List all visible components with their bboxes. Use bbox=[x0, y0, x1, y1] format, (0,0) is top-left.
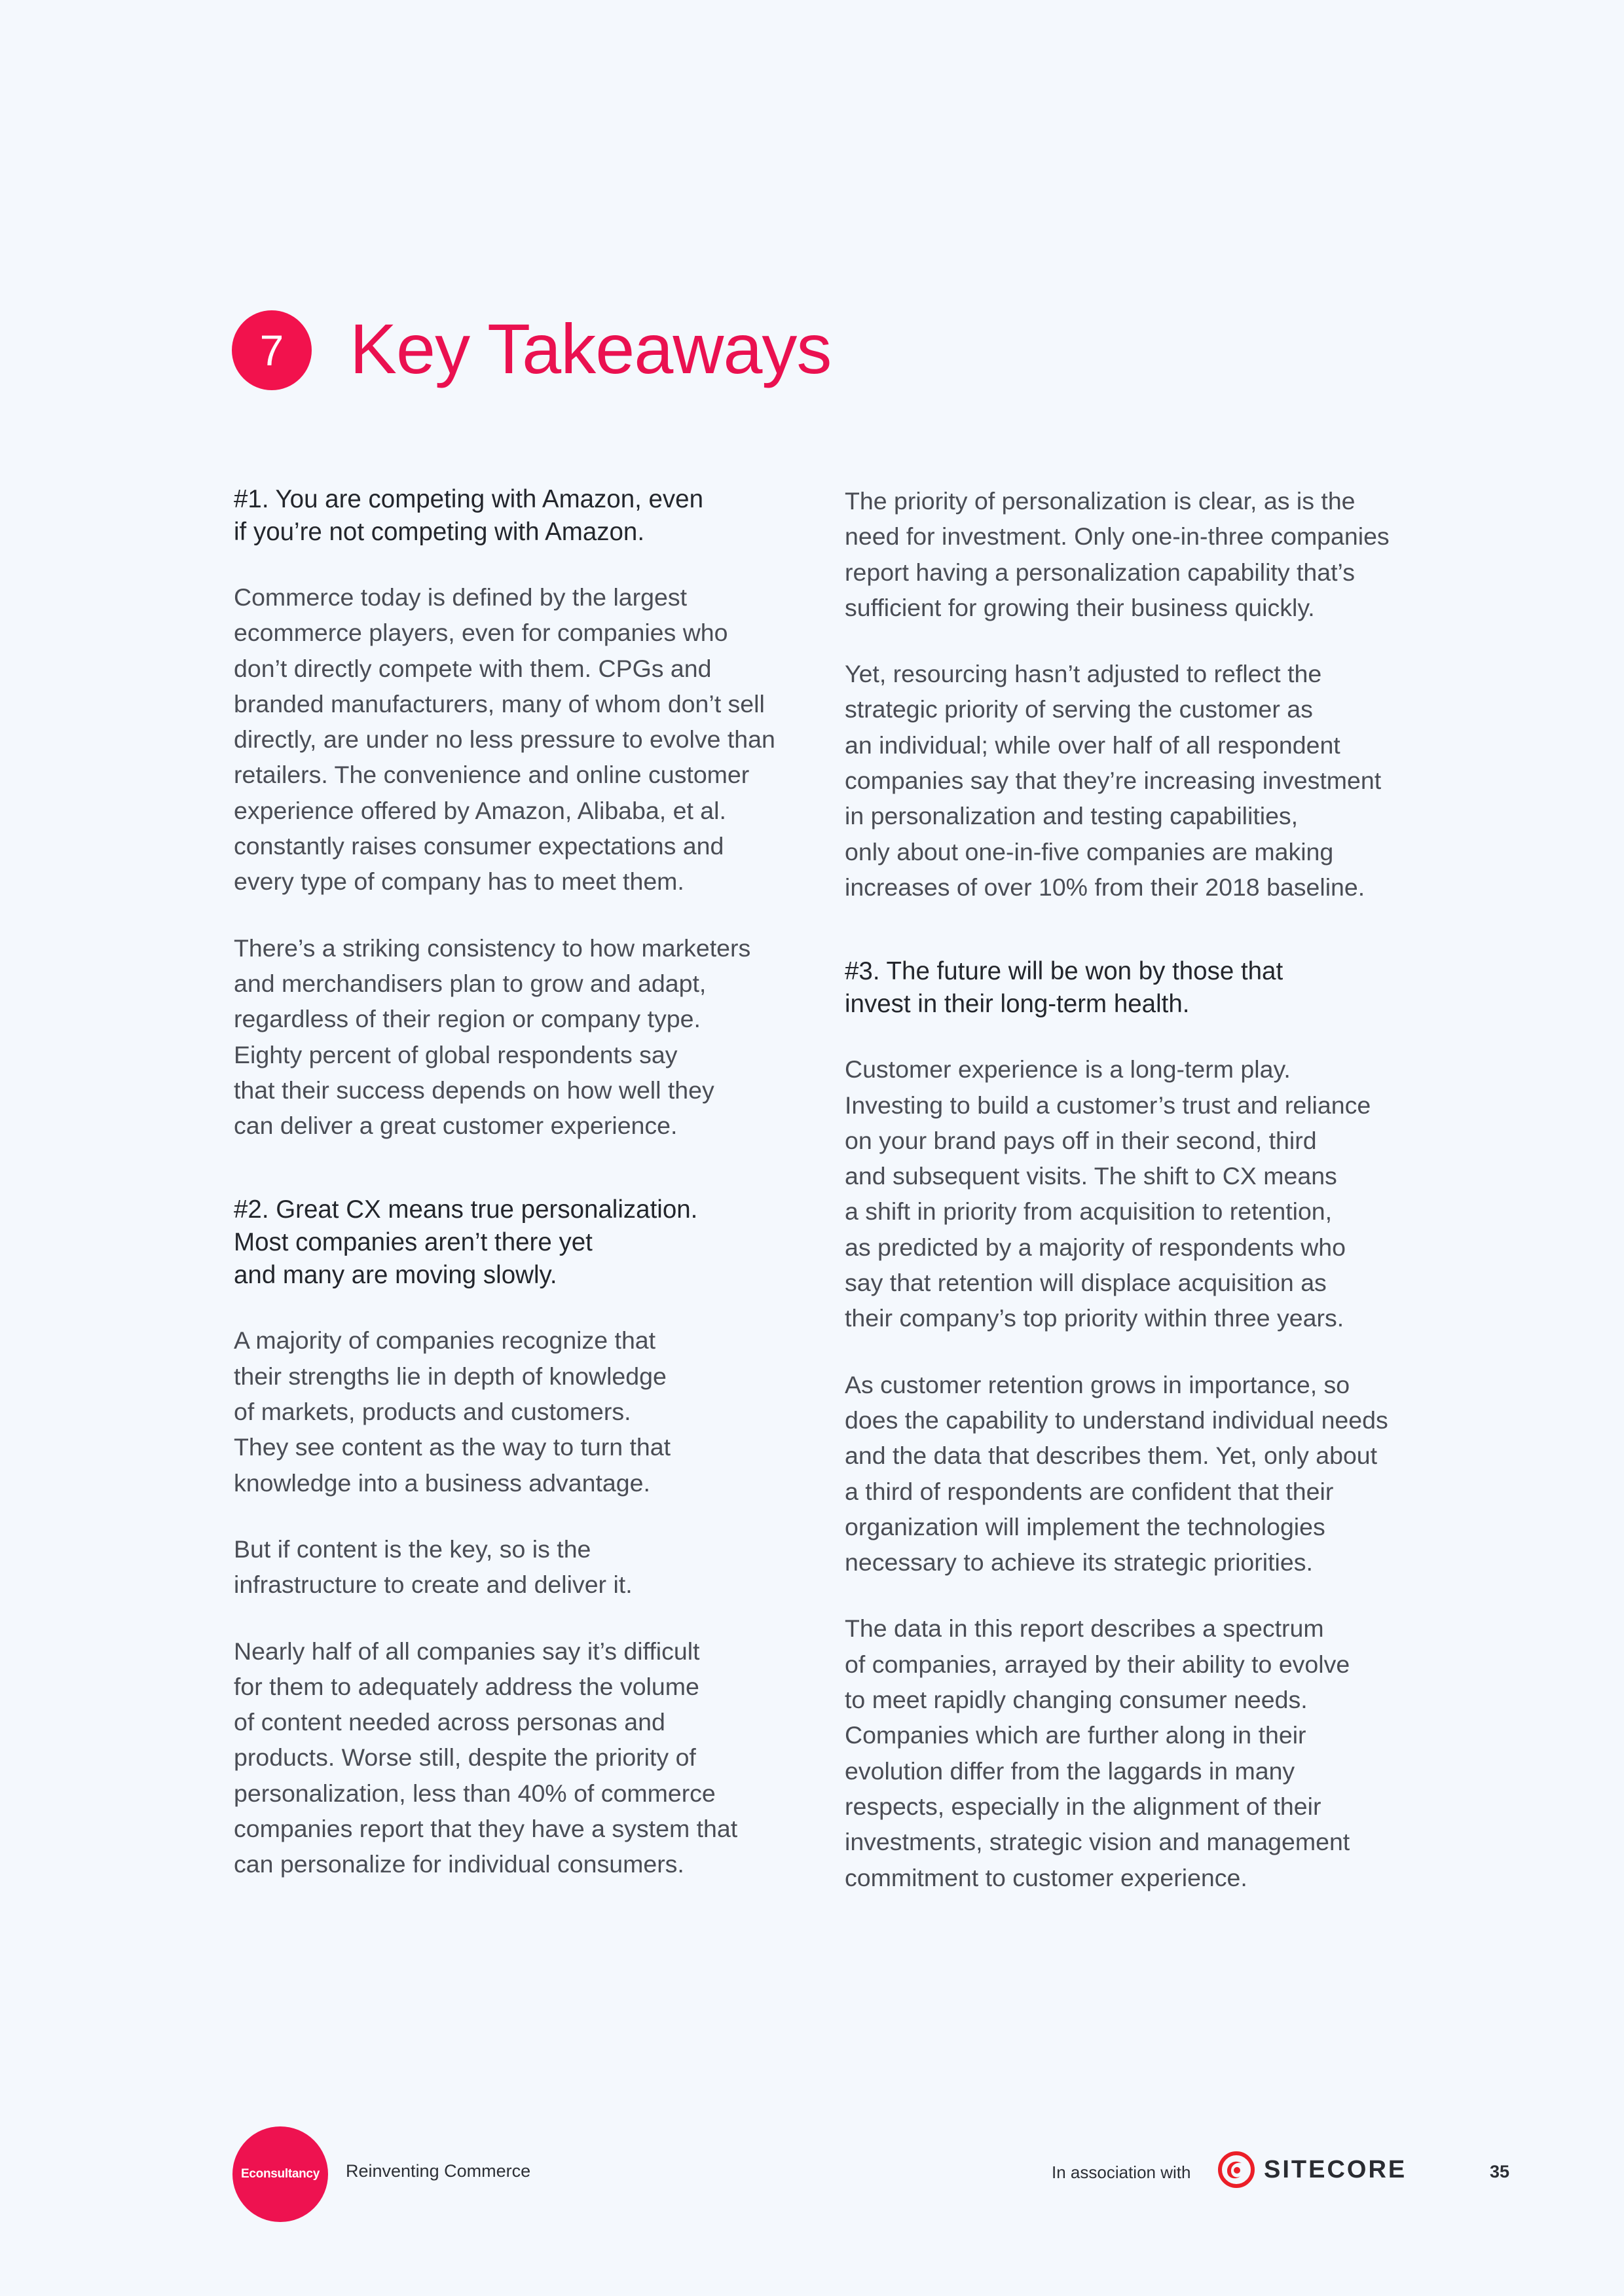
sitecore-swirl-icon bbox=[1218, 2151, 1255, 2188]
left-column bbox=[234, 483, 790, 1913]
paragraph: Yet, resourcing hasn’t adjusted to reflect the strategic priority of serving the customer as an individual; while over half of all respondent companies say that they’re increasing investment in personalization and testing capabilities, only about one-in-five companies are making increases of over 10% from their 2018 baseline. bbox=[845, 660, 1382, 901]
paragraph: Customer experience is a long-term play. Investing to build a customer’s trust and reliance on your brand pays off in their second, third and subsequent visits. The shift to CX means a shift in priority from acquisition to retention, as predicted by a majority of respondents who say that retention will displace acquisition as their company’s top priority within three years. bbox=[845, 1055, 1371, 1332]
paragraph: But if content is the key, so is the infrastructure to create and deliver it. bbox=[234, 1535, 633, 1599]
sitecore-logo bbox=[1218, 2151, 1407, 2188]
takeaway-heading-3: #3. The future will be won by those that invest in their long-term health. bbox=[845, 957, 1283, 1019]
paragraph: There’s a striking consistency to how marketers and merchandisers plan to grow and adapt, regardless of their region or company type. Eighty percent of global respondents say that their success depends on how well they can deliver a great customer experience. bbox=[234, 934, 751, 1140]
paragraph: Commerce today is defined by the largest ecommerce players, even for companies who don’t directly compete with them. CPGs and branded manufacturers, many of whom don’t sell directly, are under no less pressure to evolve than retailers. The convenience and online customer experience offered by Amazon, Alibaba, et al. constantly raises consumer expectations and every type of company has to meet them. bbox=[234, 583, 775, 896]
paragraph: As customer retention grows in importance, so does the capability to understand individual needs and the data that describes them. Yet, only about a third of respondents are confident that their organization will implement the technologies necessary to achieve its strategic priorities. bbox=[845, 1370, 1388, 1576]
page-title: Key Takeaways bbox=[350, 309, 832, 388]
paragraph: The priority of personalization is clear, as is the need for investment. Only one-in-three companies report having a personalization capability that’s sufficient for growing their business quickly. bbox=[845, 487, 1390, 621]
paragraph: Nearly half of all companies say it’s difficult for them to adequately address the volume of content needed across personas and products. Worse still, despite the priority of personalization, less than 40% of commerce companies report that they have a system that can personalize for individual consumers. bbox=[234, 1637, 738, 1878]
paragraph: A majority of companies recognize that their strengths lie in depth of knowledge of markets, products and customers. They see content as the way to turn that knowledge into a business advantage. bbox=[234, 1326, 671, 1497]
right-column bbox=[845, 483, 1408, 1926]
section-number-badge: 7 bbox=[232, 310, 312, 390]
paragraph: The data in this report describes a spectrum of companies, arrayed by their ability to evolve to meet rapidly changing consumer needs. Companies which are further along in their evolution differ from the laggards in many respects, especially in the alignment of their investments, strategic vision and management commitment to customer experience. bbox=[845, 1614, 1350, 1891]
page-number: 35 bbox=[1490, 2162, 1510, 2181]
takeaway-heading-2: #2. Great CX means true personalization. Most companies aren’t there yet and many are moving slowly. bbox=[234, 1195, 698, 1290]
association-label: In association with bbox=[1052, 2162, 1191, 2182]
sitecore-wordmark: SITECORE bbox=[1264, 2155, 1407, 2183]
takeaway-heading-1: #1. You are competing with Amazon, even if you’re not competing with Amazon. bbox=[234, 485, 704, 546]
econsultancy-logo: Econsultancy bbox=[232, 2126, 328, 2222]
report-title: Reinventing Commerce bbox=[346, 2161, 531, 2181]
